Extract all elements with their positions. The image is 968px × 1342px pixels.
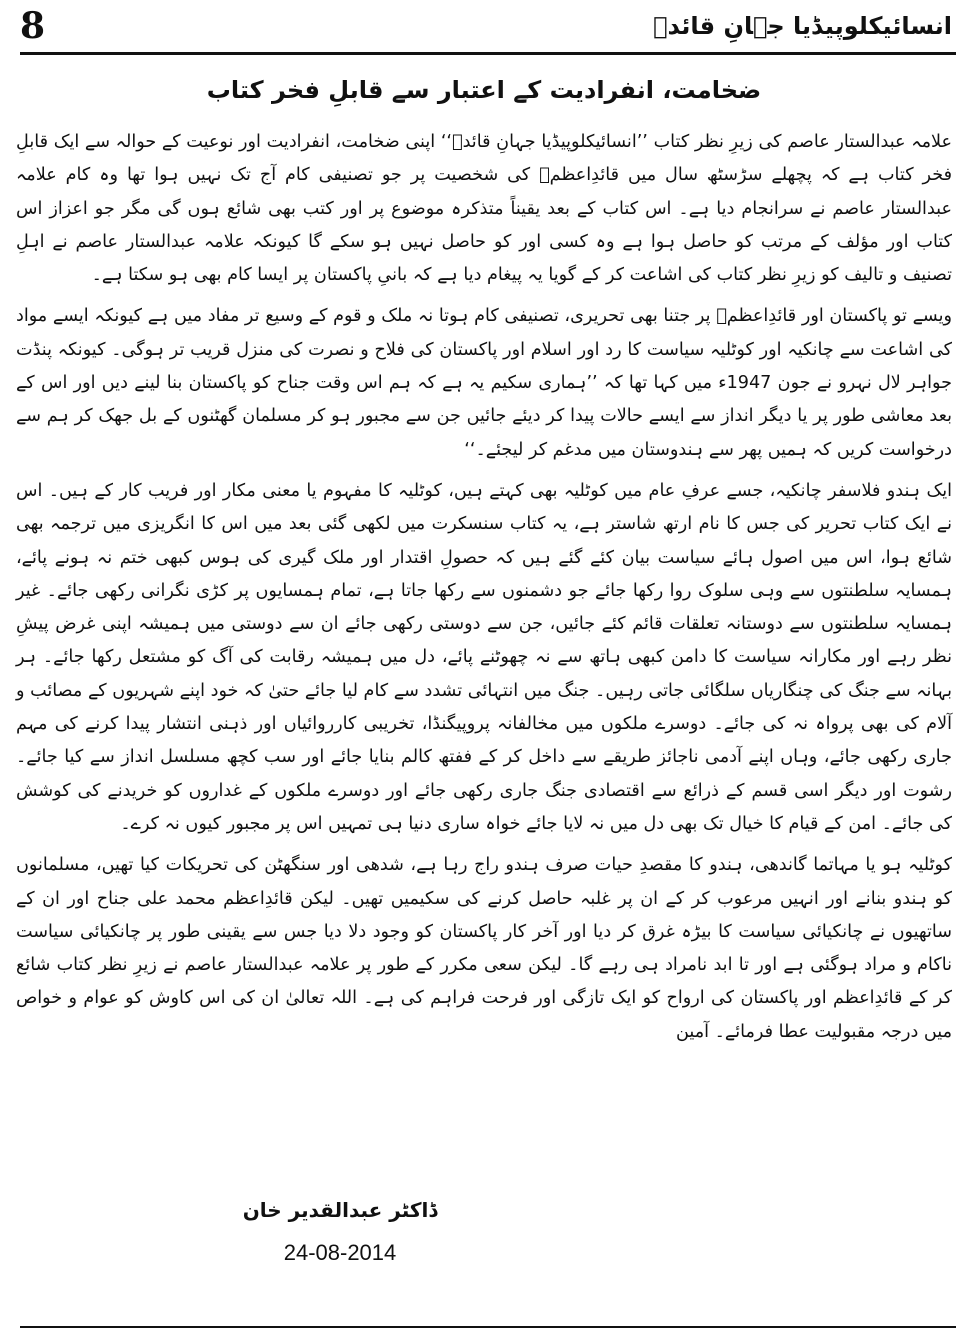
paragraph-1: علامہ عبدالستار عاصم کی زیرِ نظر کتاب ’’انسائیکلوپیڈیا جہانِ قائدؒ‘‘ اپنی ضخامت، انفرادیت اور نوعیت کے حوالہ سے ایک قابلِ فخر کتاب ہے کہ پچھلے سڑسٹھ سال میں قائدِاعظمؒ کی شخصیت پر جو تصنیفی کام آج تک نہیں ہوا تھا وہ کام علامہ عبدالستار عاصم نے سرانجام دیا ہے۔ اس کتاب کے بعد یقیناً متذکرہ موضوع پر اور کتب بھی شائع ہوں گی مگر جو اعزاز اس کتاب اور مؤلف کے مرتب کو حاصل ہوا ہے وہ کسی اور کو حاصل نہیں ہو سکے گا کیونکہ علامہ عبدالستار عاصم نے اہلِ تصنیف و تالیف کو زیرِ نظر کتاب کی اشاعت کر کے گویا یہ پیغام دیا ہے کہ بانیِ پاکستان پر ایسا کام بھی ہو سکتا ہے۔ <box>16 132 952 286</box>
signature-date: 24-08-2014 <box>283 1240 397 1265</box>
article-body <box>16 126 952 1049</box>
article-title: ضخامت، انفرادیت کے اعتبار سے قابلِ فخر کتاب <box>206 76 762 104</box>
page-header <box>20 0 956 56</box>
paragraph-4: کوٹلیہ ہو یا مہاتما گاندھی، ہندو کا مقصدِ حیات صرف ہندو راج رہا ہے، شدھی اور سنگھٹن کی تحریکات کیا تھیں، مسلمانوں کو ہندو بنانے اور انہیں مرعوب کر کے ان پر غلبہ حاصل کرنے کی سکیمیں تھیں۔ لیکن قائدِاعظم محمد علی جناح اور ان کے ساتھیوں نے چانکیائی سیاست کا بیڑہ غرق کر دیا اور آخر کار پاکستان کو وجود دلا دیا جس سے یقینی طور پر چانکیائی سیاست ناکام و مراد ہوگئی ہے اور تا ابد نامراد ہی رہے گا۔ لیکن سعی مکرر کے طور پر علامہ عبدالستار عاصم نے زیرِ نظر کتاب شائع کر کے قائدِاعظم اور پاکستان کی ارواح کو ایک تازگی اور فرحت فراہم کی ہے۔ اللہ تعالیٰ ان کی اس کاوش کو عوام و خواص میں درجہ مقبولیت عطا فرمائے۔ آمین <box>16 855 952 1042</box>
paragraph-2: ویسے تو پاکستان اور قائدِاعظمؒ پر جتنا بھی تحریری، تصنیفی کام ہوتا نہ ملک و قوم کے وسیع تر مفاد میں ہے کیونکہ ایسے مواد کی اشاعت سے چانکیہ اور کوٹلیہ سیاست کا رد اور اسلام اور پاکستان کی فلاح و نصرت کی منزل قریب تر ہوگی۔ کیونکہ پنڈت جواہر لال نہرو نے جون 1947ء میں کہا تھا کہ ’’ہماری سکیم یہ ہے کہ ہم اس وقت جناح کو پاکستان بنا لینے دیں اور اس کے بعد معاشی طور پر یا دیگر انداز سے ایسے حالات پیدا کر دیئے جائیں جن سے مجبور ہو کر مسلمان گھٹنوں کے بل جھک کر ہم سے درخواست کریں کہ ہمیں پھر سے ہندوستان میں مدغم کر لیجئے۔‘‘ <box>16 306 952 460</box>
paragraph-3: ایک ہندو فلاسفر چانکیہ، جسے عرفِ عام میں کوٹلیہ بھی کہتے ہیں، کوٹلیہ کا مفہوم یا معنی مکار اور فریب کار کے ہیں۔ اس نے ایک کتاب تحریر کی جس کا نام ارتھ شاستر ہے، یہ کتاب سنسکرت میں لکھی گئی بعد میں اس کا انگریزی میں ترجمہ بھی شائع ہوا، اس میں اصول ہائے سیاست بیان کئے گئے ہیں کہ حصولِ اقتدار اور ملک گیری کی ہوس کبھی ختم نہ ہونے پائے، ہمسایہ سلطنتوں سے وہی سلوک روا رکھا جائے جو دشمنوں سے رکھا جاتا ہے، تمام ہمسایوں پر کڑی نگرانی رکھی جائے۔ غیر ہمسایہ سلطنتوں سے دوستانہ تعلقات قائم کئے جائیں، جن سے دوستی رکھی جائے ان سے دوستی میں ہمیشہ اپنی غرض پیشِ نظر رہے اور مکارانہ سیاست کا دامن کبھی ہاتھ سے نہ چھوٹنے پائے، دل میں ہمیشہ رقابت کی آگ کو مشتعل رکھا جائے۔ ہر بہانہ سے جنگ کی چنگاریاں سلگائی جاتی رہیں۔ جنگ میں انتہائی تشدد سے کام لیا جائے حتیٰ کہ خود اپنے شہریوں کے مصائب و آلام کی بھی پرواہ نہ کی جائے۔ دوسرے ملکوں میں مخالفانہ پروپیگنڈا، تخریبی کارروائیاں اور ذہنی انتشار پیدا کرنے کی مہم جاری رکھی جائے، وہاں اپنے آدمی ناجائز طریقے سے داخل کر کے ففتھ کالم بنایا جائے اور سب کچھ مسلسل انداز سے کیا جائے۔ رشوت اور دیگر اسی قسم کے ذرائع سے اقتصادی جنگ جاری رکھی جائے اور دوسرے ملکوں کے غداروں کو خریدنے کی کوشش کی جائے۔ امن کے قیام کا خیال تک بھی دل میں نہ لایا جائے خواہ ساری دنیا ہی تمہیں اس پر مجبور کیوں نہ کرے۔ <box>16 480 952 834</box>
header-rule <box>20 52 956 55</box>
author-signature: ڈاکٹر عبدالقدیر خان <box>242 1198 438 1222</box>
footer-rule <box>20 1326 956 1328</box>
running-title: انسائیکلوپیڈیا جہانِ قائدؒ <box>653 12 952 40</box>
page-number: 8 <box>20 5 46 47</box>
